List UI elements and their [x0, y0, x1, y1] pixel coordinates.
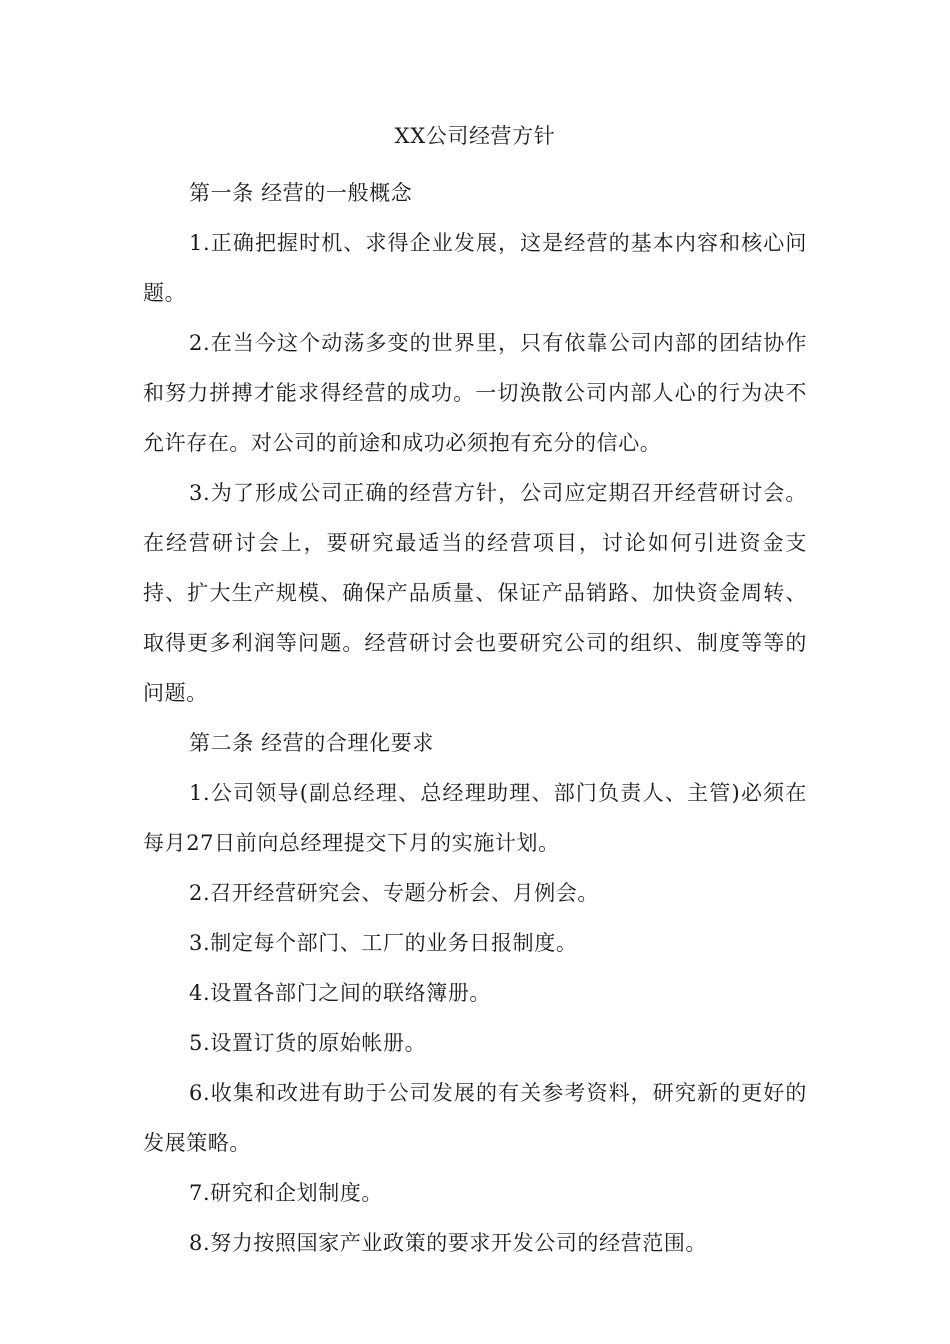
paragraph: 6.收集和改进有助于公司发展的有关参考资料，研究新的更好的发展策略。: [143, 1081, 807, 1155]
paragraph: 2.召开经营研究会、专题分析会、月例会。: [189, 881, 600, 905]
article-heading-2: 第二条 经营的合理化要求: [189, 731, 434, 755]
paragraph: 7.研究和企划制度。: [189, 1181, 384, 1205]
document-title: XX公司经营方针: [394, 124, 556, 148]
paragraph: 3.制定每个部门、工厂的业务日报制度。: [189, 931, 578, 955]
paragraph: 4.设置各部门之间的联络簿册。: [189, 981, 492, 1005]
document-body: [143, 118, 807, 1268]
paragraph: 1.正确把握时机、求得企业发展，这是经营的基本内容和核心问题。: [143, 231, 807, 305]
paragraph: 2.在当今这个动荡多变的世界里，只有依靠公司内部的团结协作和努力拼搏才能求得经营的成功。一切涣散公司内部人心的行为决不允许存在。对公司的前途和成功必须抱有充分的信心。: [143, 331, 807, 455]
article-heading-1: 第一条 经营的一般概念: [189, 181, 413, 205]
paragraph: 1.公司领导(副总经理、总经理助理、部门负责人、主管)必须在每月27日前向总经理提交下月的实施计划。: [143, 781, 807, 855]
paragraph: 3.为了形成公司正确的经营方针，公司应定期召开经营研讨会。在经营研讨会上，要研究最适当的经营项目，讨论如何引进资金支持、扩大生产规模、确保产品质量、保证产品销路、加快资金周转、取得更多利润等问题。经营研讨会也要研究公司的组织、制度等等的问题。: [143, 481, 807, 705]
paragraph: 8.努力按照国家产业政策的要求开发公司的经营范围。: [189, 1231, 708, 1255]
paragraph: 5.设置订货的原始帐册。: [189, 1031, 427, 1055]
